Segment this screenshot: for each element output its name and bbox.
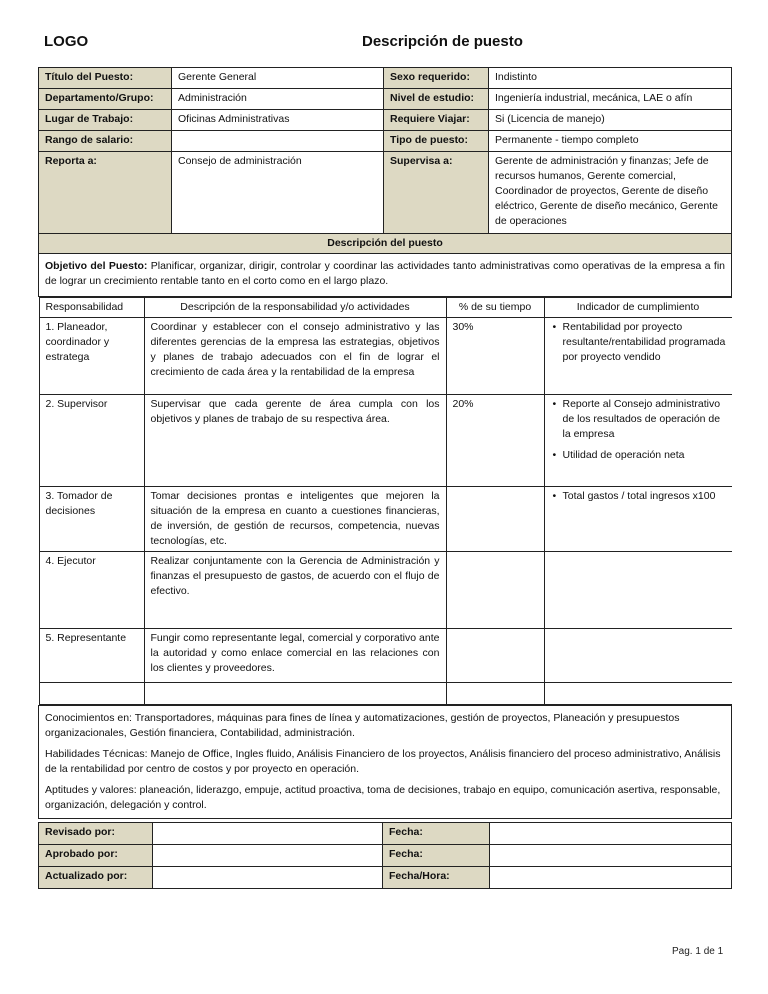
resp-name-2: 2. Supervisor [39,395,144,487]
lugar-label: Lugar de Trabajo: [39,110,172,131]
resp-pct-4 [446,552,544,629]
header-responsabilidad: Responsabilidad [39,298,144,318]
revisado-label: Revisado por: [39,823,153,845]
resp-indicators-2 [544,395,732,487]
resp-pct-2: 20% [446,395,544,487]
empty-cell [39,683,144,705]
header-tiempo: % de su tiempo [446,298,544,318]
fecha-field-1[interactable] [490,823,732,845]
rango-value [172,131,384,152]
actualizado-field[interactable] [153,867,383,889]
page-title: Descripción de puesto [362,33,523,50]
resp-desc-5: Fungir como representante legal, comercial y corporativo ante la autoridad y como enlace comercial en las relaciones con los clientes y proveedores. [144,629,446,683]
aprobado-label: Aprobado por: [39,845,153,867]
resp-indicators-1 [544,318,732,395]
indicator-item: • Rentabilidad por proyecto resultante/rentabilidad programada por proyecto vendido [563,320,726,365]
header-descripcion: Descripción de la responsabilidad y/o actividades [144,298,446,318]
fecha-field-2[interactable] [490,845,732,867]
empty-cell [446,683,544,705]
reporta-label: Reporta a: [39,152,172,234]
indicator-item: • Reporte al Consejo administrativo de los resultados de operación de la empresa [563,397,726,442]
aptitudes-text: Aptitudes y valores: planeación, liderazgo, empuje, actitud proactiva, toma de decisiones, trabajo en equipo, comunicación asertiva, responsable, organización, delegación y control. [45,784,721,811]
job-description-table [38,67,732,819]
objetivo-label: Objetivo del Puesto: [45,260,148,272]
actualizado-label: Actualizado por: [39,867,153,889]
resp-indicators-3 [544,487,732,552]
nivel-value: Ingeniería industrial, mecánica, LAE o afín [489,89,732,110]
resp-name-4: 4. Ejecutor [39,552,144,629]
responsibilities-table [39,297,732,705]
titulo-label: Título del Puesto: [39,68,172,89]
resp-desc-1: Coordinar y establecer con el consejo administrativo y las diferentes gerencias de la empresa las estrategias, objetivos y planes de trabajo adecuados con el fin de lograr el crecimiento de cada área y la rentabilidad de la empresa [144,318,446,395]
titulo-value: Gerente General [172,68,384,89]
page-number: Pag. 1 de 1 [672,946,724,957]
depto-value: Administración [172,89,384,110]
reporta-value: Consejo de administración [172,152,384,234]
aprobado-field[interactable] [153,845,383,867]
revisado-field[interactable] [153,823,383,845]
fecha-label-2: Fecha: [383,845,490,867]
rango-label: Rango de salario: [39,131,172,152]
supervisa-value: Gerente de administración y finanzas; Jefe de recursos humanos, Gerente comercial, Coordinador de proyectos, Gerente de diseño eléctrico, Gerente de diseño mecánico, Gerente de operaciones [489,152,732,234]
tipo-label: Tipo de puesto: [384,131,489,152]
depto-label: Departamento/Grupo: [39,89,172,110]
fecha-label-1: Fecha: [383,823,490,845]
resp-pct-3 [446,487,544,552]
sexo-value: Indistinto [489,68,732,89]
resp-desc-2: Supervisar que cada gerente de área cumpla con los objetivos y planes de trabajo de su respectiva área. [144,395,446,487]
resp-name-5: 5. Representante [39,629,144,683]
sexo-label: Sexo requerido: [384,68,489,89]
resp-indicators-5 [544,629,732,683]
lugar-value: Oficinas Administrativas [172,110,384,131]
signoff-table [38,822,732,889]
nivel-label: Nivel de estudio: [384,89,489,110]
habilidades-text: Habilidades Técnicas: Manejo de Office, Ingles fluido, Análisis Financiero de los proyectos, Análisis financiero del proceso administrativo, Análisis de la rentabilidad por centro de costos y por proyecto en operación. [45,748,721,775]
tipo-value: Permanente - tiempo completo [489,131,732,152]
objetivo-text: Planificar, organizar, dirigir, controlar y coordinar las actividades tanto administrativas como operativas de la empresa a fin de lograr un crecimiento rentable tanto en el corto como en el largo plazo. [45,260,725,287]
empty-cell [544,683,732,705]
fechahora-field[interactable] [490,867,732,889]
indicator-item: • Total gastos / total ingresos x100 [563,489,726,504]
extra-info-cell [39,706,732,819]
resp-pct-5 [446,629,544,683]
resp-desc-4: Realizar conjuntamente con la Gerencia de Administración y finanzas el presupuesto de gastos, de acuerdo con el flujo de efectivo. [144,552,446,629]
supervisa-label: Supervisa a: [384,152,489,234]
resp-name-3: 3. Tomador de decisiones [39,487,144,552]
logo-text: LOGO [44,33,89,50]
indicator-item: • Utilidad de operación neta [563,448,726,463]
viajar-value: Si (Licencia de manejo) [489,110,732,131]
viajar-label: Requiere Viajar: [384,110,489,131]
objetivo-cell [39,254,732,297]
resp-desc-3: Tomar decisiones prontas e inteligentes que mejoren la situación de la empresa en cuanto a cuestiones financieras, de inversión, de gestión de recursos, competencia, nuevas tecnologías, etc. [144,487,446,552]
resp-indicators-4 [544,552,732,629]
resp-name-1: 1. Planeador, coordinador y estratega [39,318,144,395]
conocimientos-text: Conocimientos en: Transportadores, máquinas para fines de línea y automatizaciones, gestión de proyectos, Planeación y presupuestos organizacionales, Gestión financiera, Contabilidad, administración. [45,712,680,739]
fechahora-label: Fecha/Hora: [383,867,490,889]
section-title: Descripción del puesto [39,234,732,254]
empty-cell [144,683,446,705]
resp-pct-1: 30% [446,318,544,395]
header-indicador: Indicador de cumplimiento [544,298,732,318]
